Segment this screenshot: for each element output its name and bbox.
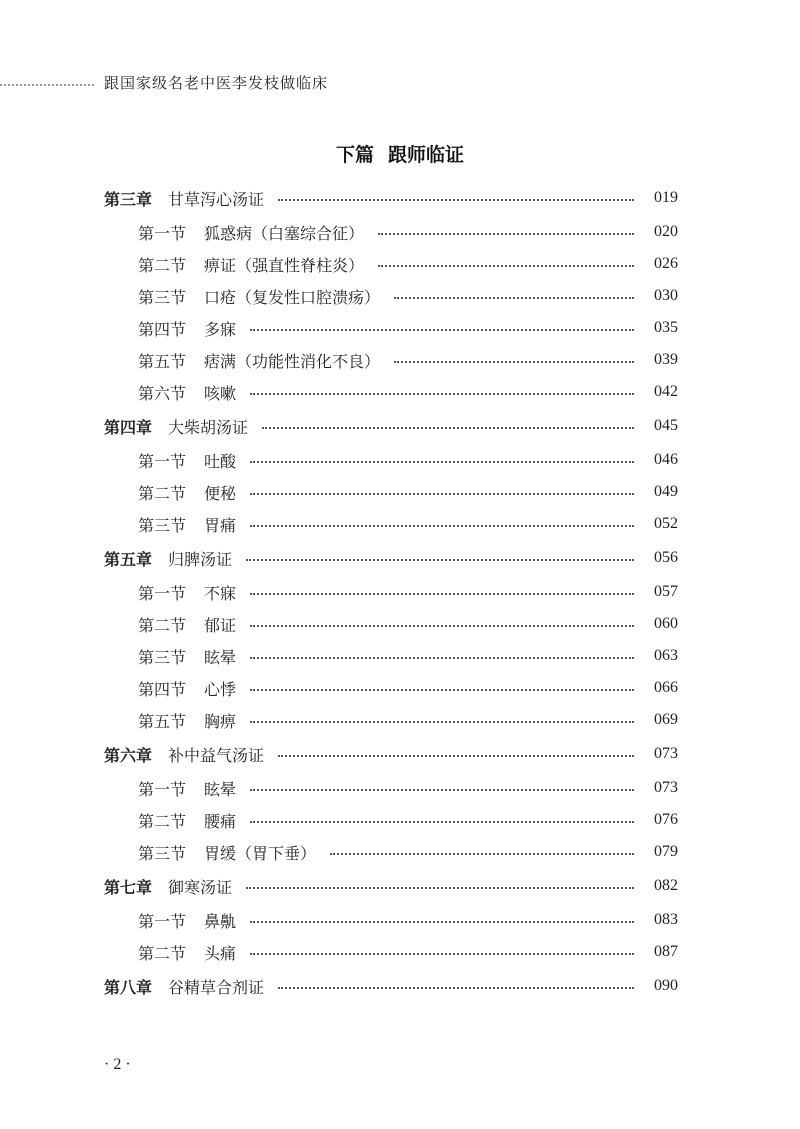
toc-section-row[interactable] xyxy=(104,704,678,736)
chapter-title: 谷精草合剂证 xyxy=(168,977,265,997)
section-title: 腰痛 xyxy=(204,811,237,831)
dot-leader xyxy=(250,953,634,955)
toc-chapter-row[interactable] xyxy=(104,408,678,444)
section-title: 口疮（复发性口腔溃疡） xyxy=(204,287,381,307)
section-number: 第三节 xyxy=(138,647,187,667)
toc-section-row[interactable] xyxy=(104,376,678,408)
header-dotted-rule xyxy=(0,84,94,86)
toc-section-row[interactable] xyxy=(104,280,678,312)
chapter-number: 第三章 xyxy=(104,189,153,209)
dot-leader xyxy=(250,921,634,923)
section-number: 第五节 xyxy=(138,351,187,371)
section-number: 第二节 xyxy=(138,811,187,831)
dot-leader xyxy=(378,233,634,235)
chapter-title: 大柴胡汤证 xyxy=(168,417,249,437)
toc-section-row[interactable] xyxy=(104,476,678,508)
dot-leader xyxy=(250,689,634,691)
dot-leader xyxy=(250,593,634,595)
section-number: 第二节 xyxy=(138,483,187,503)
dot-leader xyxy=(394,297,634,299)
section-title: 心悸 xyxy=(204,679,237,699)
toc-section-row[interactable] xyxy=(104,608,678,640)
toc-chapter-row[interactable] xyxy=(104,180,678,216)
toc-section-row[interactable] xyxy=(104,216,678,248)
chapter-title: 归脾汤证 xyxy=(168,549,233,569)
toc-section-row[interactable] xyxy=(104,672,678,704)
chapter-title: 御寒汤证 xyxy=(168,877,233,897)
toc-page-number: 063 xyxy=(654,647,678,664)
section-number: 第六节 xyxy=(138,383,187,403)
section-number: 第二节 xyxy=(138,943,187,963)
toc-section-row[interactable] xyxy=(104,444,678,476)
section-title: 胸痹 xyxy=(204,711,237,731)
toc-page-number: 049 xyxy=(654,483,678,500)
toc-page-number: 052 xyxy=(654,515,678,532)
toc-section-row[interactable] xyxy=(104,936,678,968)
section-number: 第四节 xyxy=(138,679,187,699)
chapter-number: 第六章 xyxy=(104,745,153,765)
dot-leader xyxy=(250,393,634,395)
section-title: 头痛 xyxy=(204,943,237,963)
toc-section-row[interactable] xyxy=(104,576,678,608)
section-title: 眩晕 xyxy=(204,779,237,799)
toc-page-number: 056 xyxy=(654,549,678,566)
dot-leader xyxy=(250,625,634,627)
toc-page-number: 045 xyxy=(654,417,678,434)
toc-section-row[interactable] xyxy=(104,312,678,344)
dot-leader xyxy=(378,265,634,267)
section-number: 第三节 xyxy=(138,287,187,307)
chapter-number: 第七章 xyxy=(104,877,153,897)
dot-leader xyxy=(278,987,634,989)
section-number: 第三节 xyxy=(138,843,187,863)
section-number: 第一节 xyxy=(138,223,187,243)
dot-leader xyxy=(246,887,634,889)
toc-page-number: 073 xyxy=(654,779,678,796)
section-title: 郁证 xyxy=(204,615,237,635)
toc-page-number: 069 xyxy=(654,711,678,728)
section-title: 狐惑病（白塞综合征） xyxy=(204,223,365,243)
dot-leader xyxy=(278,199,634,201)
toc-page-number: 042 xyxy=(654,383,678,400)
dot-leader xyxy=(250,821,634,823)
toc-section-row[interactable] xyxy=(104,836,678,868)
section-title: 胃缓（胃下垂） xyxy=(204,843,317,863)
toc-page-number: 020 xyxy=(654,223,678,240)
section-title: 吐酸 xyxy=(204,451,237,471)
toc-page-number: 046 xyxy=(654,451,678,468)
toc-page-number: 030 xyxy=(654,287,678,304)
toc-page-number: 019 xyxy=(654,189,678,206)
section-number: 第一节 xyxy=(138,779,187,799)
section-title: 不寐 xyxy=(204,583,237,603)
toc-chapter-row[interactable] xyxy=(104,968,678,1004)
toc-page-number: 076 xyxy=(654,811,678,828)
toc-page-number: 087 xyxy=(654,943,678,960)
toc-section-row[interactable] xyxy=(104,640,678,672)
toc-page-number: 066 xyxy=(654,679,678,696)
part-label: 下篇 xyxy=(335,144,374,166)
section-title: 鼻鼽 xyxy=(204,911,237,931)
section-title: 眩晕 xyxy=(204,647,237,667)
dot-leader xyxy=(394,361,634,363)
dot-leader xyxy=(250,525,634,527)
toc-section-row[interactable] xyxy=(104,804,678,836)
chapter-number: 第八章 xyxy=(104,977,153,997)
section-number: 第二节 xyxy=(138,255,187,275)
part-name: 跟师临证 xyxy=(388,144,465,166)
toc-page-number: 039 xyxy=(654,351,678,368)
toc-page-number: 083 xyxy=(654,911,678,928)
section-title: 便秘 xyxy=(204,483,237,503)
section-title: 咳嗽 xyxy=(204,383,237,403)
section-number: 第一节 xyxy=(138,911,187,931)
section-number: 第三节 xyxy=(138,515,187,535)
chapter-number: 第五章 xyxy=(104,549,153,569)
dot-leader xyxy=(278,755,634,757)
section-title: 多寐 xyxy=(204,319,237,339)
toc-page-number: 079 xyxy=(654,843,678,860)
section-title: 痹证（强直性脊柱炎） xyxy=(204,255,365,275)
page-number: · 2 · xyxy=(104,1056,131,1073)
dot-leader xyxy=(250,329,634,331)
toc-page-number: 090 xyxy=(654,977,678,994)
toc-page-number: 035 xyxy=(654,319,678,336)
toc-chapter-row[interactable] xyxy=(104,540,678,576)
section-title: 胃痛 xyxy=(204,515,237,535)
toc-section-row[interactable] xyxy=(104,248,678,280)
section-title: 痞满（功能性消化不良） xyxy=(204,351,381,371)
toc-section-row[interactable] xyxy=(104,772,678,804)
dot-leader xyxy=(250,789,634,791)
chapter-title: 甘草泻心汤证 xyxy=(168,189,265,209)
toc-page-number: 073 xyxy=(654,745,678,762)
toc-page-number: 057 xyxy=(654,583,678,600)
toc-chapter-row[interactable] xyxy=(104,868,678,904)
dot-leader xyxy=(246,559,634,561)
toc-chapter-row[interactable] xyxy=(104,736,678,772)
toc-page-number: 060 xyxy=(654,615,678,632)
section-number: 第二节 xyxy=(138,615,187,635)
dot-leader xyxy=(250,657,634,659)
dot-leader xyxy=(250,461,634,463)
toc-section-row[interactable] xyxy=(104,508,678,540)
dot-leader xyxy=(330,853,634,855)
running-header-title: 跟国家级名老中医李发枝做临床 xyxy=(104,74,329,92)
chapter-title: 补中益气汤证 xyxy=(168,745,265,765)
toc-page-number: 082 xyxy=(654,877,678,894)
section-number: 第一节 xyxy=(138,451,187,471)
dot-leader xyxy=(262,427,634,429)
section-number: 第四节 xyxy=(138,319,187,339)
toc-page-number: 026 xyxy=(654,255,678,272)
toc-section-row[interactable] xyxy=(104,344,678,376)
part-title xyxy=(0,140,800,167)
section-number: 第一节 xyxy=(138,583,187,603)
dot-leader xyxy=(250,493,634,495)
dot-leader xyxy=(250,721,634,723)
table-of-contents xyxy=(104,180,678,1004)
toc-section-row[interactable] xyxy=(104,904,678,936)
section-number: 第五节 xyxy=(138,711,187,731)
chapter-number: 第四章 xyxy=(104,417,153,437)
